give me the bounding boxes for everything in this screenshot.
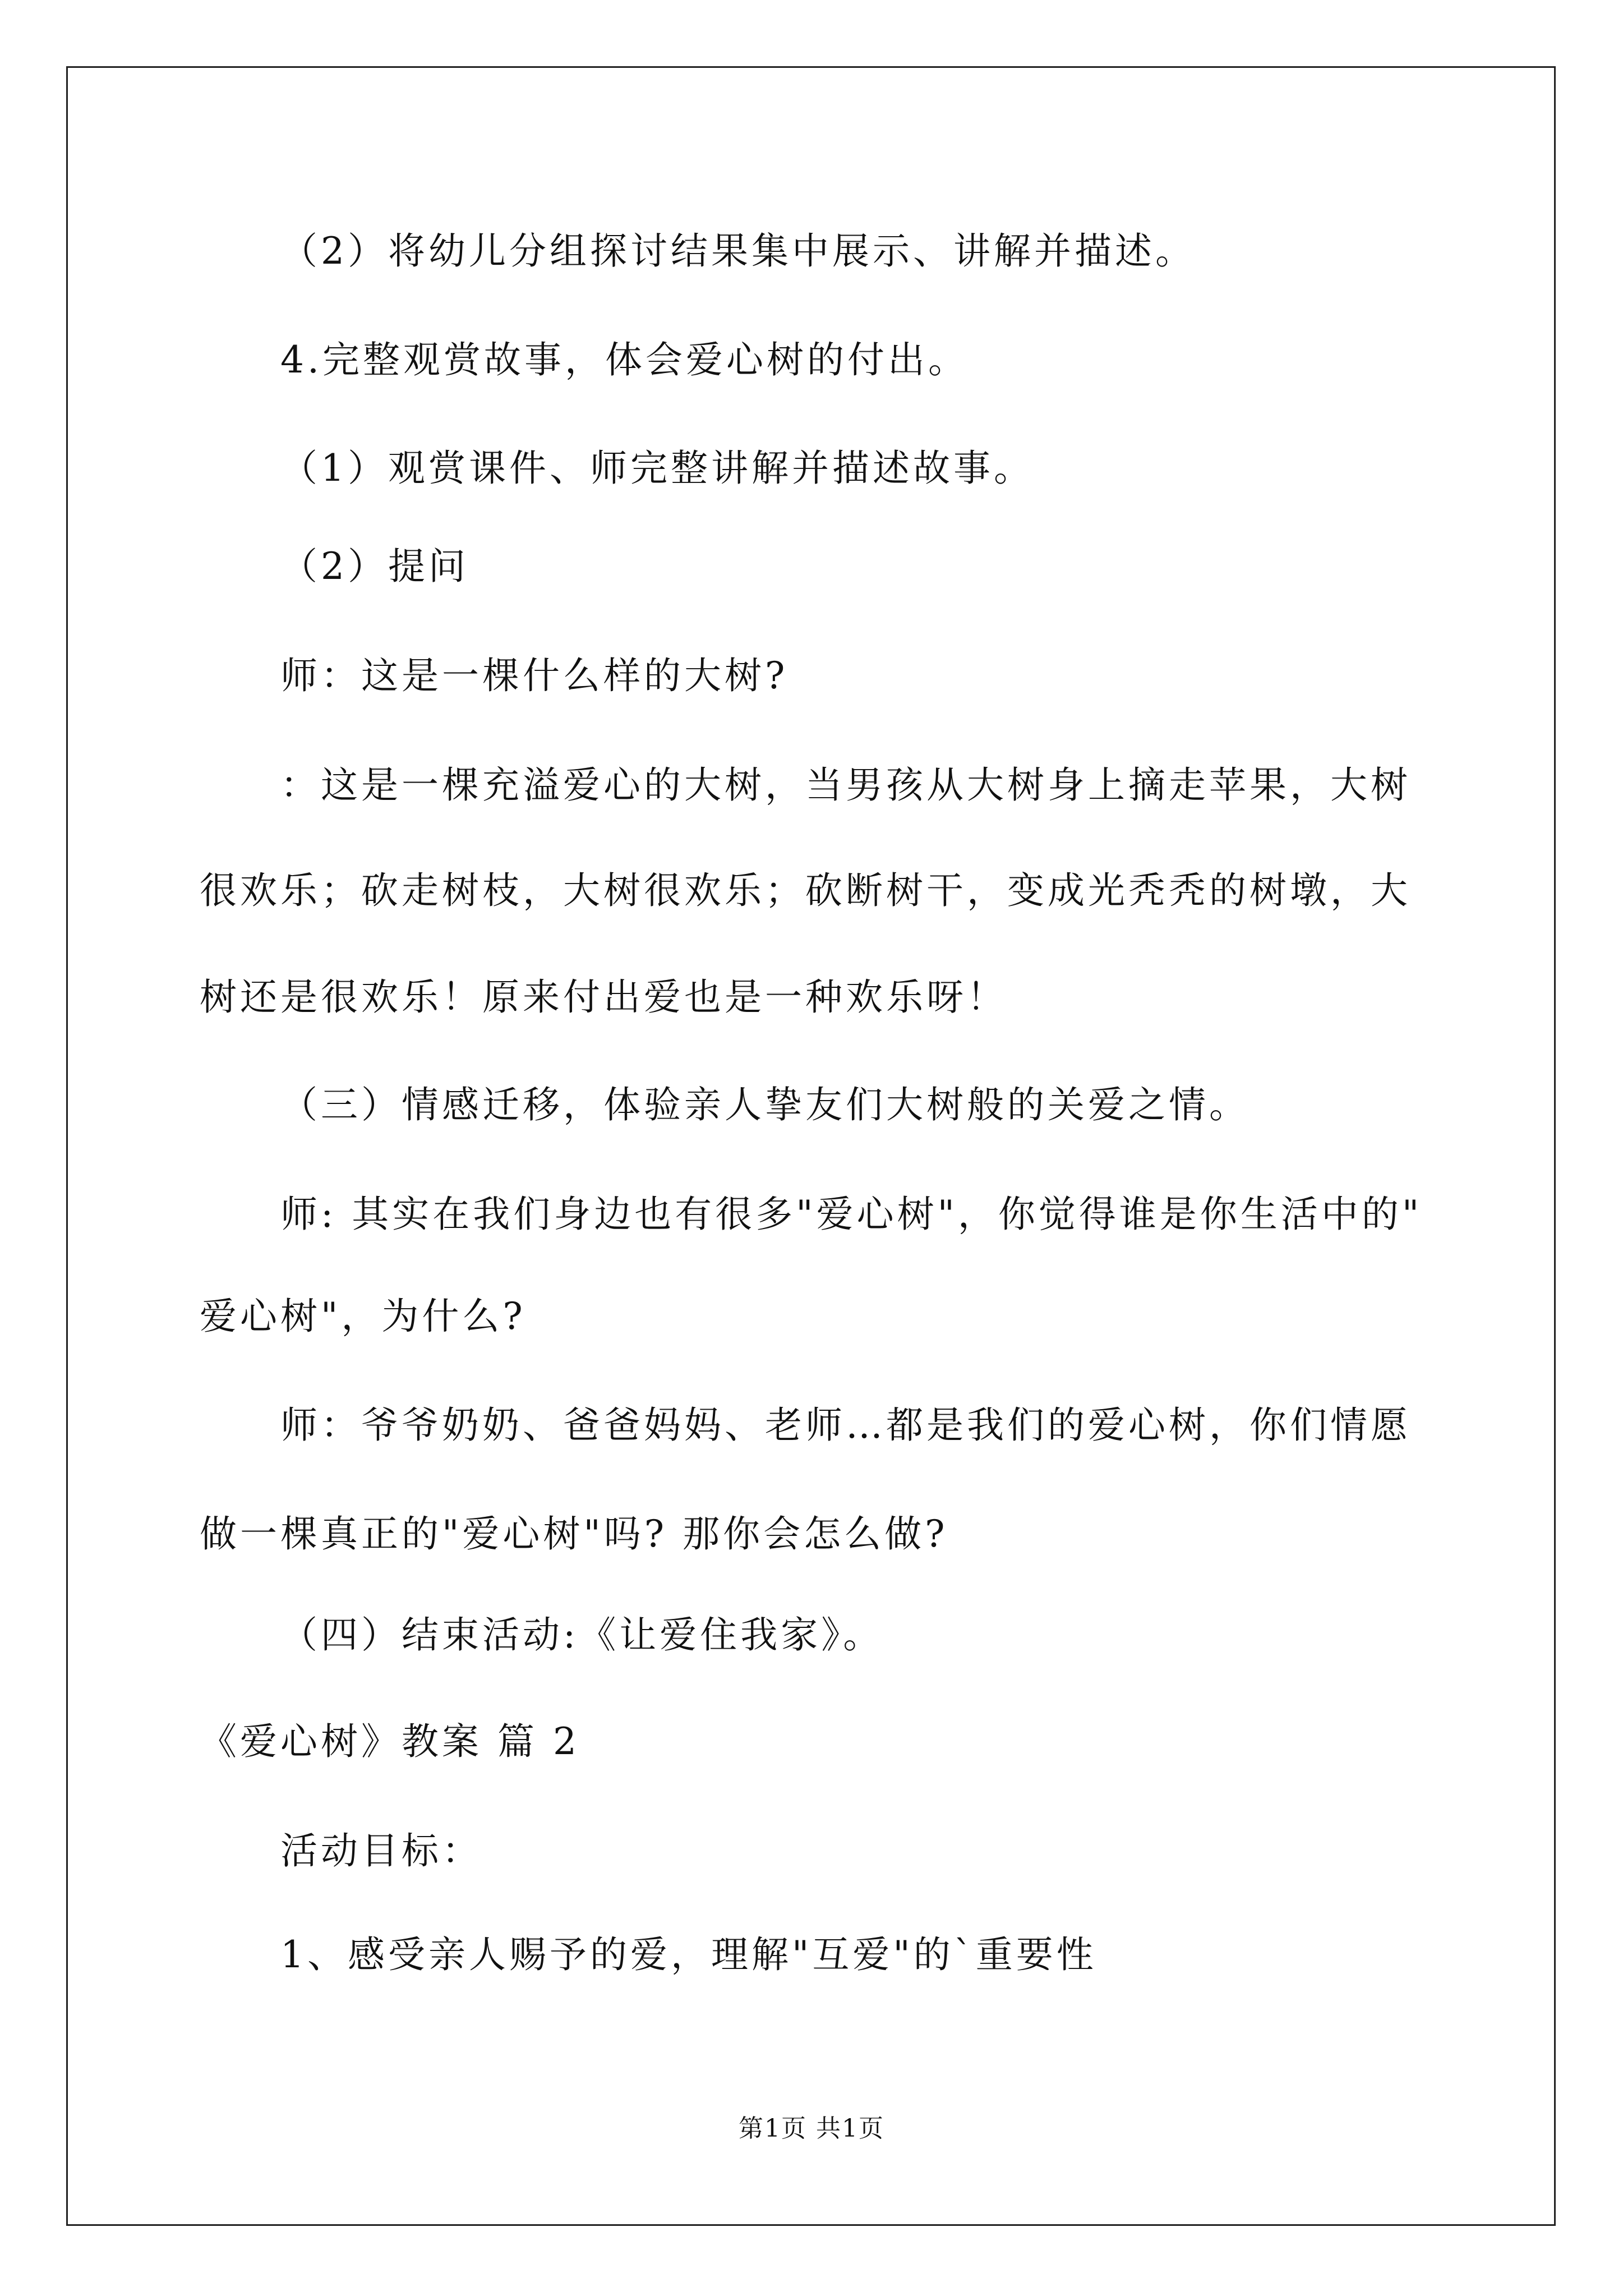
- page-border: [66, 66, 1556, 2226]
- paragraph-line: （2）提问: [280, 545, 469, 588]
- paragraph-line: 师: 其实在我们身边也有很多"爱心树"，你觉得谁是你生活中的": [280, 1193, 1423, 1236]
- paragraph-line: 树还是很欢乐！原来付出爱也是一种欢乐呀！: [200, 976, 1007, 1019]
- paragraph-line: 爱心树"，为什么?: [200, 1295, 526, 1338]
- section-heading: 《爱心树》教案 篇 2: [200, 1720, 580, 1763]
- paragraph-line: 师：爷爷奶奶、爸爸妈妈、老师…都是我们的爱心树，你们情愿: [280, 1404, 1411, 1447]
- paragraph-line: 师：这是一棵什么样的大树?: [280, 654, 789, 697]
- paragraph-line: （三）情感迁移，体验亲人挚友们大树般的关爱之情。: [280, 1083, 1249, 1126]
- paragraph-line: （四）结束活动:《让爱住我家》。: [280, 1613, 884, 1657]
- paragraph-line: ：这是一棵充溢爱心的大树，当男孩从大树身上摘走苹果，大树: [280, 763, 1411, 807]
- paragraph-line: 1、感受亲人赐予的爱，理解"互爱"的`重要性: [280, 1933, 1097, 1976]
- paragraph-line: （1）观赏课件、师完整讲解并描述故事。: [280, 447, 1034, 490]
- paragraph-line: 很欢乐；砍走树枝，大树很欢乐；砍断树干，变成光秃秃的树墩，大: [200, 869, 1411, 912]
- page-footer: 第1页 共1页: [739, 2114, 884, 2143]
- paragraph-line: 4.完整观赏故事，体会爱心树的付出。: [280, 338, 969, 381]
- paragraph-line: （2）将幼儿分组探讨结果集中展示、讲解并描述。: [280, 229, 1196, 273]
- paragraph-line: 做一棵真正的"爱心树"吗? 那你会怎么做?: [200, 1512, 948, 1556]
- paragraph-line: 活动目标：: [280, 1829, 482, 1872]
